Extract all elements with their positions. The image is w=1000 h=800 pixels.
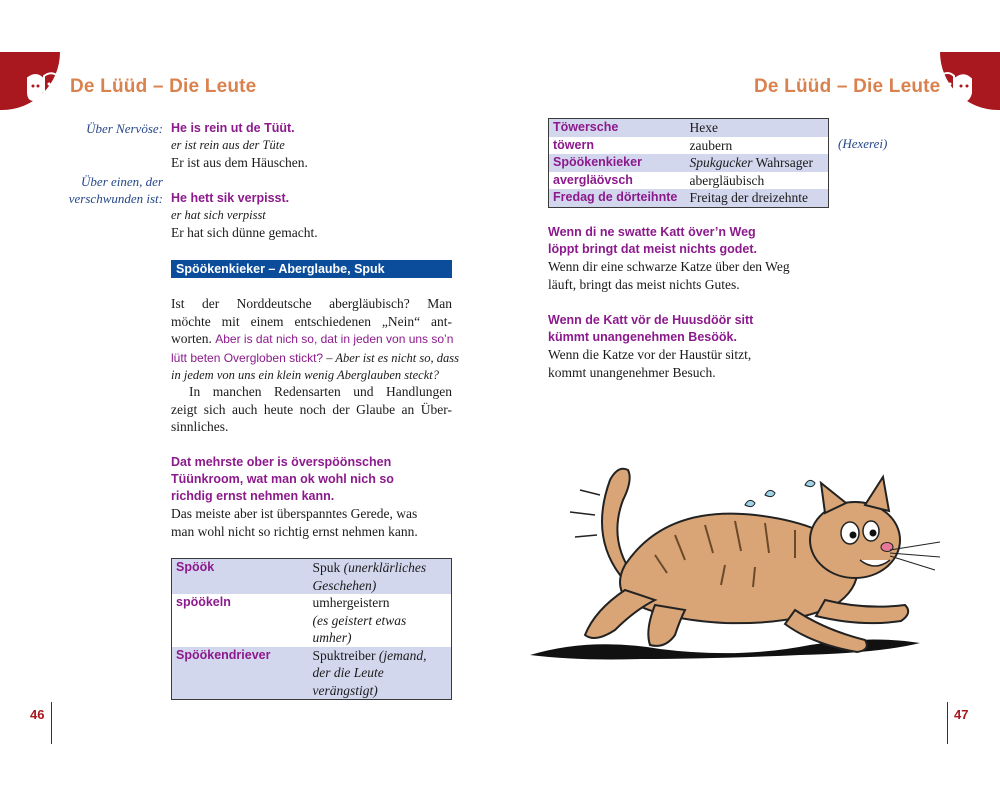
quote-block: [171, 454, 461, 540]
translation-line: läuft, bringt das meist nichts Gutes.: [548, 276, 740, 292]
meaning-italic: (es geistert etwas umher): [312, 612, 407, 645]
text-line: [171, 349, 459, 368]
meaning-cell: [309, 647, 452, 700]
meaning-text: umhergeistern: [312, 595, 390, 610]
term-cell: Spöökenkieker: [549, 154, 686, 172]
term-cell: Töwersche: [549, 119, 686, 137]
translation: Er ist aus dem Häuschen.: [171, 155, 308, 170]
dialect-line: Dat mehrste ober is överspöönschen: [171, 455, 392, 469]
dialect-line: kümmt unangenehmen Besöök.: [548, 330, 737, 344]
table-row: [549, 172, 829, 190]
translation-line: man wohl nicht so richtig ernst nehmen kann.: [171, 523, 418, 539]
meaning-italic: (unerklärliches: [343, 560, 427, 575]
meaning-cell: abergläubisch: [689, 172, 765, 188]
page-number-rule: [51, 702, 52, 744]
meaning-italic: Spukgucker: [689, 155, 753, 170]
running-head-left: De Lüüd – Die Leute: [70, 76, 257, 97]
text-line: zeigt sich auch heute noch der Glaube an Über-: [171, 401, 452, 417]
meaning-italic: der die Leute verängstigt): [312, 665, 384, 698]
dialect-line: löppt bringt dat meist nichts godet.: [548, 242, 758, 256]
meaning-cell: [309, 559, 452, 595]
meaning-italic: Geschehen): [312, 577, 377, 593]
table-row: [172, 594, 452, 647]
meaning-cell: [686, 154, 829, 172]
dialect-line: Wenn de Katt vör de Huusdöör sitt: [548, 313, 754, 327]
page-number-left: 46: [30, 707, 45, 722]
text-line: in jedem von uns ein klein wenig Aberglauben steckt?: [171, 368, 439, 382]
term-cell: töwern: [553, 137, 594, 152]
term-cell: Spöökendriever: [172, 647, 309, 700]
meaning-text: Spuktreiber: [312, 647, 376, 663]
vocab-table-left: [171, 558, 452, 700]
side-note: (Hexerei): [838, 136, 888, 151]
running-cat-illustration: [525, 455, 945, 670]
literal-translation: er hat sich verpisst: [171, 208, 266, 222]
table-row: [172, 647, 452, 700]
dialect-phrase: He is rein ut de Tüüt.: [171, 121, 295, 135]
paragraph-intro: [171, 295, 459, 385]
meaning-cell: [309, 594, 452, 647]
saying-block: [548, 224, 848, 293]
side-label-line: verschwunden ist:: [68, 191, 163, 206]
two-heads-icon: [936, 68, 976, 108]
saying-block: [548, 312, 848, 381]
section-heading: Spöökenkieker – Aberglaube, Spuk: [171, 260, 452, 278]
entry-verschwunden: [171, 190, 461, 242]
text-line: möchte mit einem entschiedenen „Nein“ ant-: [171, 313, 452, 329]
translation-line: Das meiste aber ist überspanntes Gerede, was: [171, 506, 418, 521]
text-line: [171, 330, 452, 349]
term-cell: Spöök: [172, 559, 309, 595]
page-number-right: 47: [954, 707, 969, 722]
side-label: Über Nervöse:: [86, 121, 163, 136]
table-row: [549, 189, 829, 207]
translation-line: Wenn die Katze vor der Haustür sitzt,: [548, 347, 752, 362]
table-row: [549, 137, 829, 155]
dialect-span: lütt beten Overgloben stickt?: [171, 350, 324, 365]
dialect-line: Wenn di ne swatte Katt över’n Weg: [548, 225, 756, 239]
meaning-text: Spuk: [312, 560, 341, 575]
text-line: In manchen Redensarten und Handlungen: [189, 384, 452, 399]
dialect-span: Aber is dat nich so, dat in jeden von uns so’n: [215, 332, 454, 346]
term-cell: avergläövsch: [553, 172, 633, 187]
meaning-italic: (jemand,: [378, 647, 427, 663]
text-line: sinnliches.: [171, 419, 229, 434]
meaning-cell: zaubern: [689, 137, 733, 153]
side-label: [50, 173, 163, 207]
entry-nervoese: [171, 120, 461, 172]
translation: Er hat sich dünne gemacht.: [171, 225, 318, 240]
meaning-cell: Freitag der dreizehnte: [686, 189, 829, 207]
two-heads-icon: [24, 68, 64, 108]
side-label-line: Über einen, der: [81, 174, 163, 189]
page-number-rule: [947, 702, 948, 744]
literal-translation: er ist rein aus der Tüte: [171, 138, 285, 152]
running-head-right: De Lüüd – Die Leute: [754, 76, 941, 97]
dialect-line: richdig ernst nehmen kann.: [171, 489, 335, 503]
meaning-cell: Hexe: [686, 119, 829, 137]
term-cell: spöökeln: [176, 595, 231, 609]
paragraph-redensarten: [171, 383, 452, 436]
translation-line: Wenn dir eine schwarze Katze über den Weg: [548, 259, 790, 274]
dialect-line: Tüünkroom, wat man ok wohl nich so: [171, 472, 394, 486]
dialect-phrase: He hett sik verpisst.: [171, 191, 290, 205]
vocab-table-right: [548, 118, 829, 208]
translation-line: kommt unangenehmer Besuch.: [548, 364, 716, 380]
table-row: [172, 559, 452, 595]
text-span: – Aber ist es nicht so, dass: [323, 350, 459, 365]
table-row: [549, 119, 829, 137]
text-line: Ist der Norddeutsche abergläubisch? Man: [171, 296, 452, 311]
text-span: worten.: [171, 331, 216, 346]
meaning-text: Wahrsager: [752, 155, 813, 170]
table-row: [549, 154, 829, 172]
term-cell: Fredag de dörteihnte: [549, 189, 686, 207]
